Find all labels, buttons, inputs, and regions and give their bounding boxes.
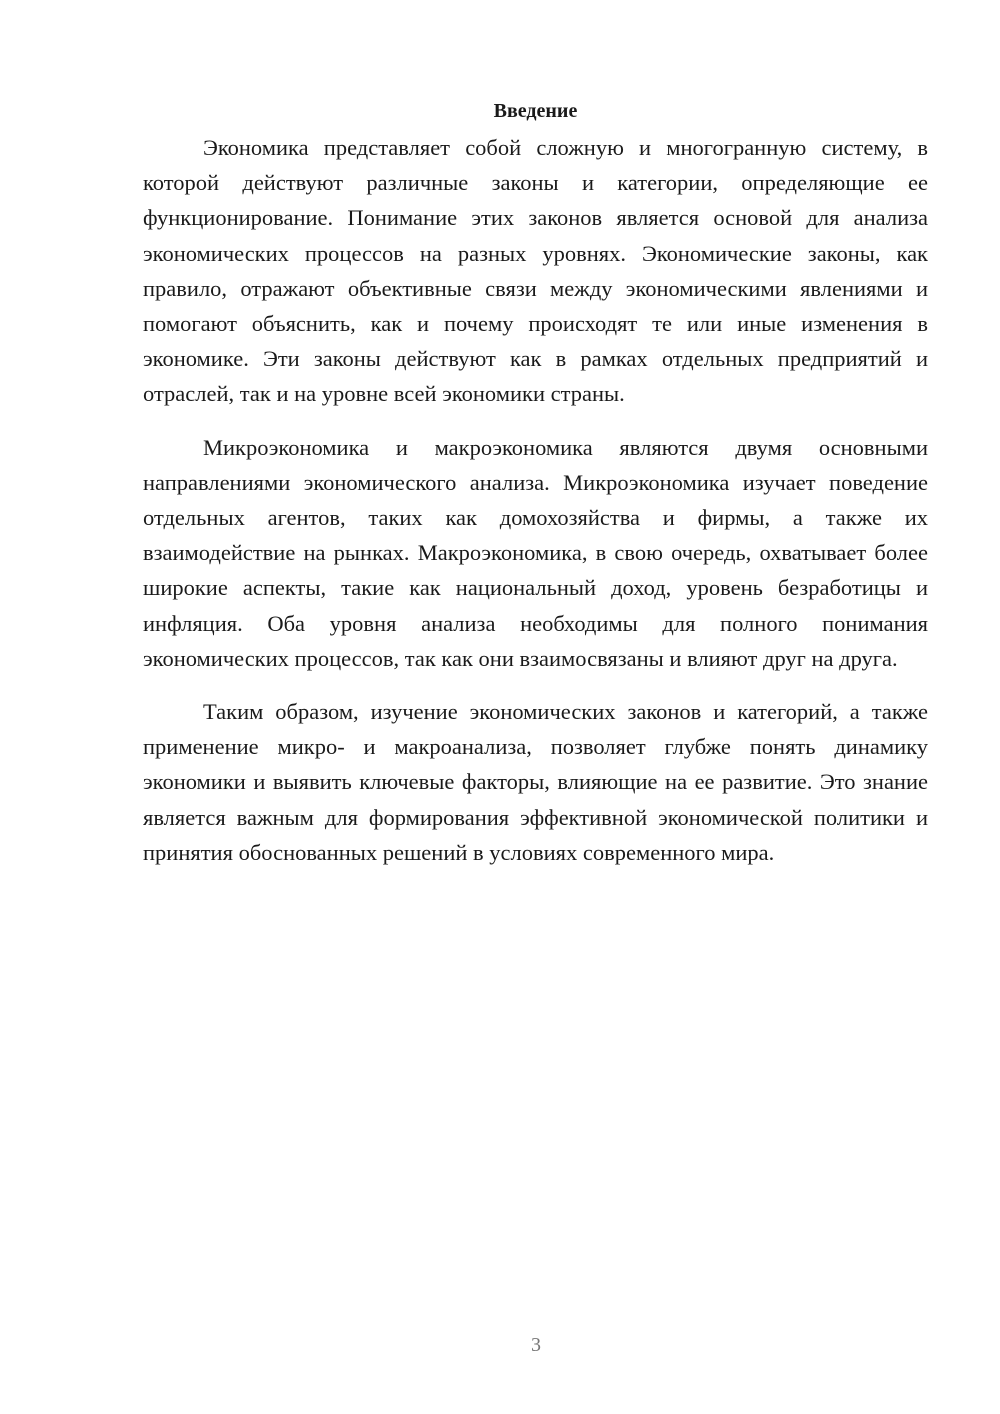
paragraph-conclusion: Таким образом, изучение экономических законов и категорий, а также применение микро- и макроанализа, позволяет глубже понять динамику экономики и выявить ключевые факторы, влияющие на ее развитие. Это знание является важным для формирования эффективной экономической политики и принятия обоснованных решений в условиях современного мира. — [143, 699, 928, 865]
page-content — [143, 96, 928, 888]
page-title: Введение — [493, 100, 578, 122]
paragraph-micro-macro: Микроэкономика и макроэкономика являются двумя основными направлениями экономического анализа. Микроэкономика изучает поведение отдельных агентов, таких как домохозяйства и фирмы, а также их взаимодействие на рынках. Макроэкономика, в свою очередь, охватывает более широкие аспекты, такие как национальный доход, уровень безработицы и инфляция. Оба уровня анализа необходимы для полного понимания экономических процессов, так как они взаимосвязаны и влияют друг на друга. — [143, 434, 928, 671]
paragraph-economy-laws: Экономика представляет собой сложную и многогранную систему, в которой действуют различные законы и категории, определяющие ее функционирование. Понимание этих законов является основой для анализа экономических процессов на разных уровнях. Экономические законы, как правило, отражают объективные связи между экономическими явлениями и помогают объяснить, как и почему происходят те или иные изменения в экономике. Эти законы действуют как в рамках отдельных предприятий и отраслей, так и на уровне всей экономики страны. — [143, 135, 928, 407]
page-number: 3 — [531, 1334, 541, 1356]
